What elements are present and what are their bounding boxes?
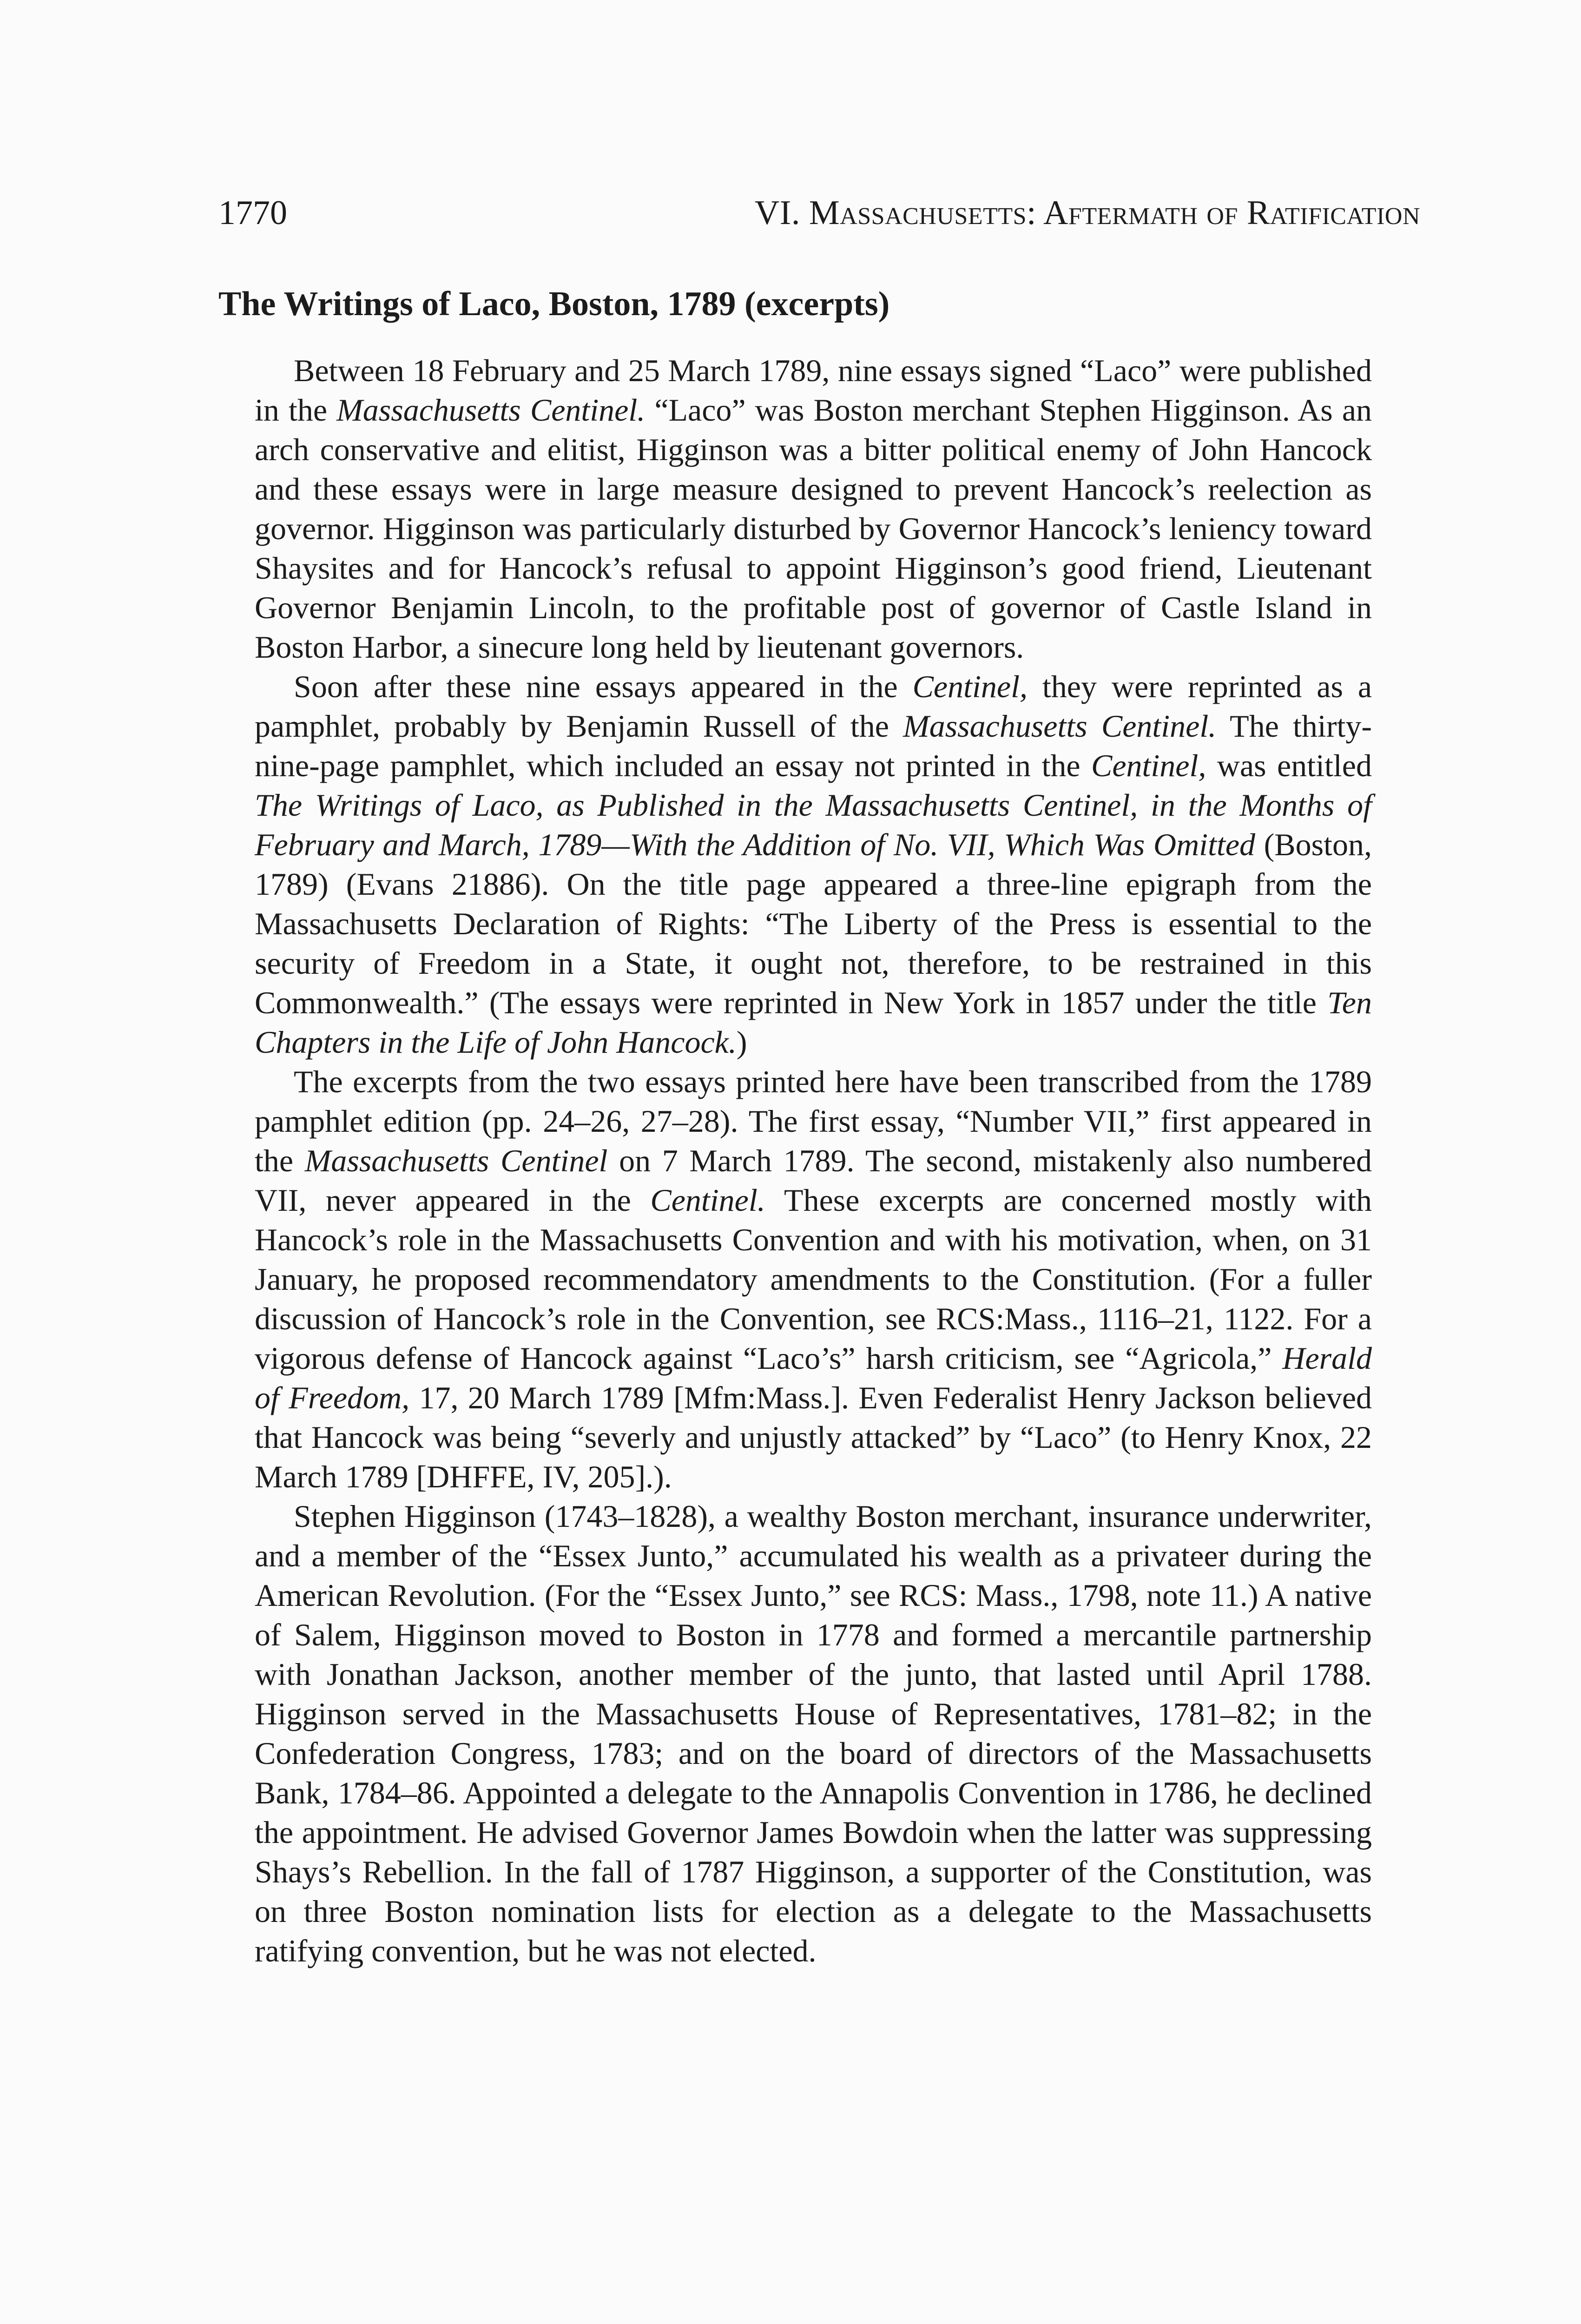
text-run: The thirty-nine-page pamphlet, which included an essay not printed in the	[255, 708, 1372, 783]
text-run: These excerpts are concerned mostly with Hancock’s role in the Massachusetts Convention and with his motivation, when, on 31 January, he proposed recommendatory amendments to the Constitution. (For a fuller discussion of Hancock’s role in the Convention, see RCS:Mass., 1116–21, 1122. For a vigorous defense of Hancock against “Laco’s” harsh criticism, see “Agricola,”	[255, 1182, 1372, 1376]
page-header	[218, 190, 1420, 236]
italic-text: Centinel,	[912, 669, 1028, 704]
body-paragraph	[255, 1062, 1372, 1497]
text-run: )	[736, 1024, 747, 1060]
text-run: on 7 March 1789. The second, mistakenly also numbered VII, never appeared in the	[255, 1143, 1372, 1218]
text-run: 17, 20 March 1789 [Mfm:Mass.]. Even Federalist Henry Jackson believed that Hancock was being “severly and unjustly attacked” by “Laco” (to Henry Knox, 22 March 1789 [DHFFE, IV, 205].).	[255, 1380, 1372, 1494]
body-paragraph	[255, 351, 1372, 667]
text-run: “Laco” was Boston merchant Stephen Higginson. As an arch conservative and elitist, Higginson was a bitter political enemy of John Hancock and these essays were in large measure designed to prevent Hancock’s reelection as governor. Higginson was particularly disturbed by Governor Hancock’s leniency toward Shaysites and for Hancock’s refusal to appoint Higginson’s good friend, Lieutenant Governor Benjamin Lincoln, to the profitable post of governor of Castle Island in Boston Harbor, a sinecure long held by lieutenant governors.	[255, 392, 1372, 665]
body-text	[255, 351, 1372, 1971]
text-run: Between 18 February and 25 March 1789, nine essays signed “Laco” were published in the	[255, 353, 1372, 428]
text-run: (Boston, 1789) (Evans 21886). On the title page appeared a three-line epigraph from the Massachusetts Declaration of Rights: “The Liberty of the Press is essential to the security of Freedom in a State, it ought not, therefore, to be restrained in this Commonwealth.” (The essays were reprinted in New York in 1857 under the title	[255, 827, 1372, 1020]
text-run: was entitled	[1206, 748, 1372, 783]
italic-text: The Writings of Laco, as Published in the Massachusetts Centinel, in the Months of February and March, 1789—With the Addition of No. VII, Which Was Omitted	[255, 787, 1372, 862]
text-run: Stephen Higginson (1743–1828), a wealthy Boston merchant, insurance underwriter, and a member of the “Essex Junto,” accumulated his wealth as a privateer during the American Revolution. (For the “Essex Junto,” see RCS: Mass., 1798, note 11.) A native of Salem, Higginson moved to Boston in 1778 and formed a mercantile partnership with Jonathan Jackson, another member of the junto, that lasted until April 1788. Higginson served in the Massachusetts House of Representatives, 1781–82; in the Confederation Congress, 1783; and on the board of directors of the Massachusetts Bank, 1784–86. Appointed a delegate to the Annapolis Convention in 1786, he declined the appointment. He advised Governor James Bowdoin when the latter was suppressing Shays’s Rebellion. In the fall of 1787 Higginson, a supporter of the Constitution, was on three Boston nomination lists for election as a delegate to the Massachusetts ratifying convention, but he was not elected.	[255, 1499, 1372, 1968]
italic-text: Massachusetts Centinel	[304, 1143, 608, 1178]
running-head: VI. Massachusetts: Aftermath of Ratification	[754, 194, 1420, 232]
section-title: The Writings of Laco, Boston, 1789 (excerpts)	[218, 285, 890, 323]
text-run: they were reprinted as a pamphlet, probably by Benjamin Russell of the	[255, 669, 1372, 744]
italic-text: Herald of Freedom,	[255, 1340, 1372, 1415]
italic-text: Massachusetts Centinel.	[903, 708, 1217, 744]
italic-text: Centinel.	[650, 1182, 765, 1218]
text-run: Soon after these nine essays appeared in the	[294, 669, 913, 704]
body-paragraph	[255, 667, 1372, 1062]
italic-text: Centinel,	[1091, 748, 1206, 783]
italic-text: Massachusetts Centinel.	[336, 392, 646, 428]
text-run: The excerpts from the two essays printed here have been transcribed from the 1789 pamphlet edition (pp. 24–26, 27–28). The first essay, “Number VII,” first appeared in the	[255, 1064, 1372, 1178]
italic-text: Ten Chapters in the Life of John Hancock.	[255, 985, 1372, 1060]
page-number: 1770	[218, 194, 287, 232]
body-paragraph	[255, 1497, 1372, 1971]
